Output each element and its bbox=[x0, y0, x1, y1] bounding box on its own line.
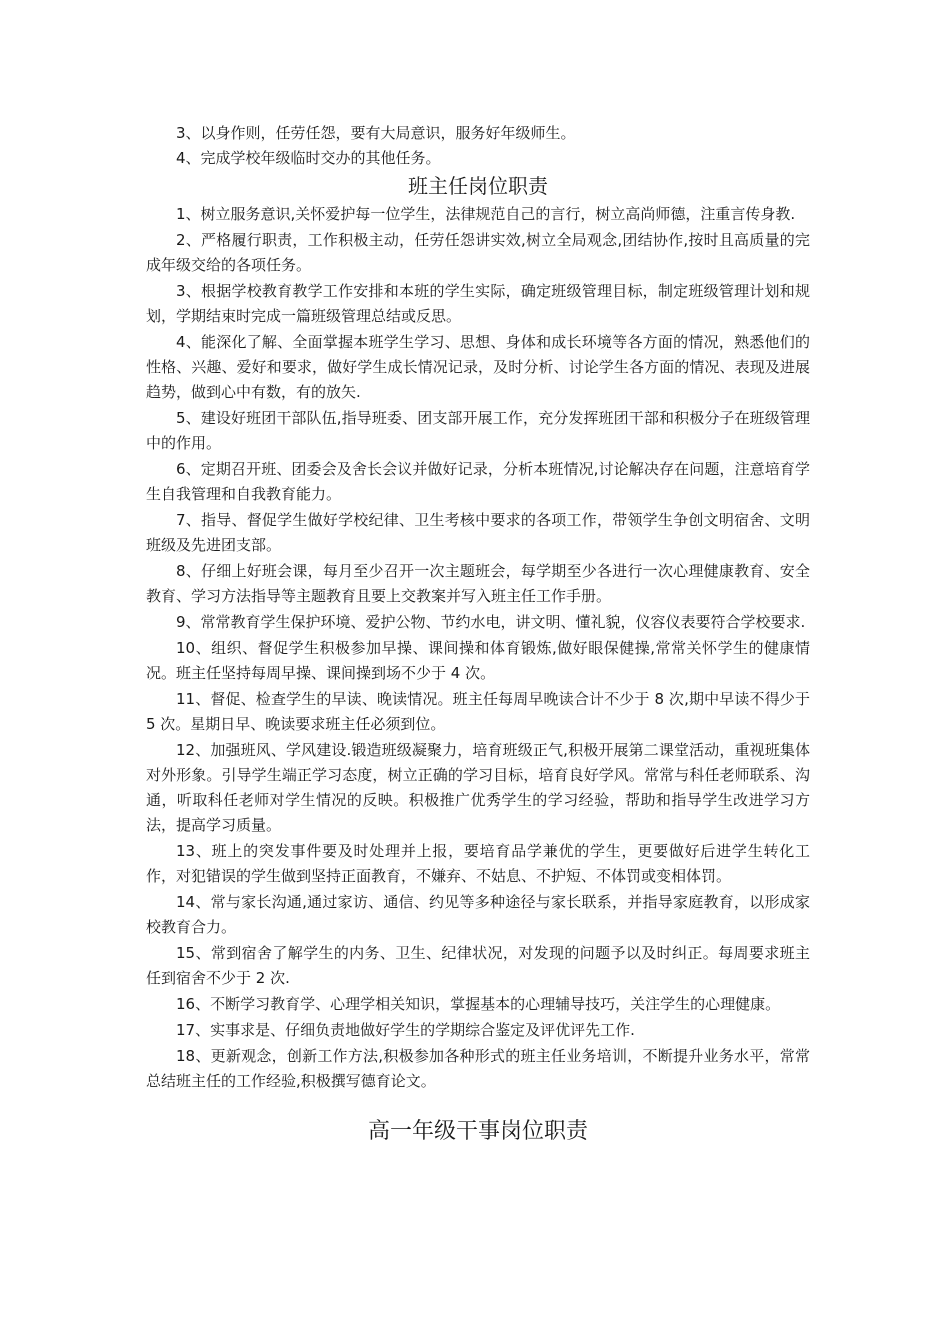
duty-item: 18、更新观念，创新工作方法,积极参加各种形式的班主任业务培训，不断提升业务水平，常常总结班主任的工作经验,积极撰写德育论文。 bbox=[146, 1047, 810, 1090]
duty-item: 12、加强班风、学风建设.锻造班级凝聚力，培育班级正气,积极开展第二课堂活动，重视班集体对外形象。引导学生端正学习态度，树立正确的学习目标，培育良好学风。常常与科任老师联系、沟通，听取科任老师对学生情况的反映。积极推广优秀学生的学习经验，帮助和指导学生改进学习方法，提高学习质量。 bbox=[146, 741, 810, 834]
duty-list bbox=[146, 202, 810, 1094]
intro-item: 3、以身作则，任劳任怨，要有大局意识，服务好年级师生。 bbox=[176, 124, 576, 142]
duty-item: 1、树立服务意识,关怀爱护每一位学生，法律规范自己的言行，树立高尚师德，注重言传身教. bbox=[176, 205, 796, 223]
duty-item: 16、不断学习教育学、心理学相关知识，掌握基本的心理辅导技巧，关注学生的心理健康。 bbox=[176, 995, 781, 1013]
duty-item: 11、督促、检查学生的早读、晚读情况。班主任每周早晚读合计不少于 8 次,期中早读不得少于 5 次。星期日早、晚读要求班主任必须到位。 bbox=[146, 690, 810, 733]
duty-item: 9、常常教育学生保护环境、爱护公物、节约水电，讲文明、懂礼貌，仪容仪表要符合学校要求. bbox=[176, 613, 806, 631]
duty-item: 13、班上的突发事件要及时处理并上报，要培育品学兼优的学生，更要做好后进学生转化工作，对犯错误的学生做到坚持正面教育，不嫌弃、不姑息、不护短、不体罚或变相体罚。 bbox=[146, 842, 810, 885]
duty-item: 10、组织、督促学生积极参加早操、课间操和体育锻炼,做好眼保健操,常常关怀学生的健康情况。班主任坚持每周早操、课间操到场不少于 4 次。 bbox=[146, 639, 810, 682]
duty-item: 2、严格履行职责，工作积极主动，任劳任怨讲实效,树立全局观念,团结协作,按时且高质量的完成年级交给的各项任务。 bbox=[146, 231, 810, 274]
duty-item: 6、定期召开班、团委会及舍长会议并做好记录，分析本班情况,讨论解决存在问题，注意培育学生自我管理和自我教育能力。 bbox=[146, 460, 810, 503]
duty-item: 15、常到宿舍了解学生的内务、卫生、纪律状况，对发现的问题予以及时纠正。每周要求班主任到宿舍不少于 2 次. bbox=[146, 944, 810, 987]
duty-item: 3、根据学校教育教学工作安排和本班的学生实际，确定班级管理目标，制定班级管理计划和规划，学期结束时完成一篇班级管理总结或反思。 bbox=[146, 282, 810, 325]
document-page bbox=[146, 121, 810, 1148]
duty-item: 8、仔细上好班会课，每月至少召开一次主题班会，每学期至少各进行一次心理健康教育、安全教育、学习方法指导等主题教育且要上交教案并写入班主任工作手册。 bbox=[146, 562, 810, 605]
duty-item: 14、常与家长沟通,通过家访、通信、约见等多种途径与家长联系，并指导家庭教育，以形成家校教育合力。 bbox=[146, 893, 810, 936]
duty-item: 7、指导、督促学生做好学校纪律、卫生考核中要求的各项工作，带领学生争创文明宿舍、文明班级及先进团支部。 bbox=[146, 511, 810, 554]
duty-item: 17、实事求是、仔细负责地做好学生的学期综合鉴定及评优评先工作. bbox=[176, 1021, 635, 1039]
section-title: 班主任岗位职责 bbox=[408, 174, 548, 198]
intro-item: 4、完成学校年级临时交办的其他任务。 bbox=[176, 149, 441, 167]
next-section-title: 高一年级干事岗位职责 bbox=[367, 1119, 588, 1144]
duty-item: 4、能深化了解、全面掌握本班学生学习、思想、身体和成长环境等各方面的情况，熟悉他们的性格、兴趣、爱好和要求，做好学生成长情况记录，及时分析、讨论学生各方面的情况、表现及进展趋势，做到心中有数，有的放矢. bbox=[146, 333, 810, 401]
duty-item: 5、建设好班团干部队伍,指导班委、团支部开展工作，充分发挥班团干部和积极分子在班级管理中的作用。 bbox=[146, 409, 810, 452]
